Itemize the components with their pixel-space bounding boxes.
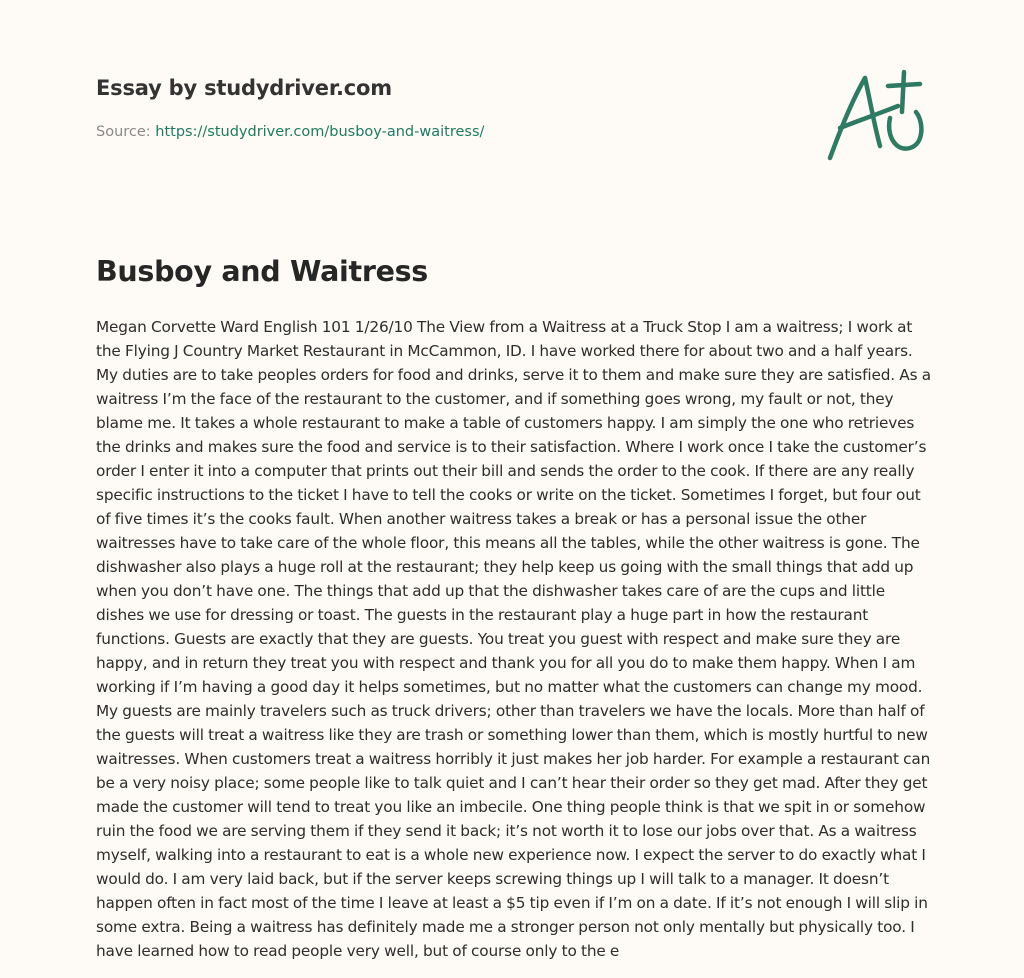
site-title: Essay by studydriver.com — [96, 76, 392, 100]
a-plus-logo-icon — [820, 66, 930, 166]
source-label: Source: — [96, 124, 151, 140]
essay-body: Megan Corvette Ward English 101 1/26/10 The View from a Waitress at a Truck Stop I am a waitress; I work at the Flying J Country Market Restaurant in McCammon, ID. I have worked there for about two and a half years. My duties are to take peoples orders for food and drinks, serve it to them and make sure they are satisfied. As a waitress I’m the face of the restaurant to the customer, and if something goes wrong, my fault or not, they blame me. It takes a whole restaurant to make a table of customers happy. I am simply the one who retrieves the drinks and makes sure the food and service is to their satisfaction. Where I work once I take the customer’s order I enter it into a computer that prints out their bill and sends the order to the cook. If there are any really specific instructions to the ticket I have to tell the cooks or write on the ticket. Sometimes I forget, but four out of five times it’s the cooks fault. When another waitress takes a break or has a personal issue the other waitresses have to take care of the whole floor, this means all the tables, while the other waitress is gone. The dishwasher also plays a huge roll at the restaurant; they help keep us going with the small things that add up when you don’t have one. The things that add up that the dishwasher takes care of are the cups and little dishes we use for dressing or toast. The guests in the restaurant play a huge part in how the restaurant functions. Guests are exactly that they are guests. You treat you guest with respect and make sure they are happy, and in return they treat you with respect and thank you for all you do to make them happy. When I am working if I’m having a good day it helps sometimes, but no matter what the customers can change my mood. My guests are mainly travelers such as truck drivers; other than travelers we have the locals. More than half of the guests will treat a waitress like they are trash or something lower than them, which is mostly hurtful to new waitresses. When customers treat a waitress horribly it just makes her job harder. For example a restaurant can be a very noisy place; some people like to talk quiet and I can’t hear their order so they get mad. After they get made the customer will tend to treat you like an imbecile. One thing people think is that we spit in or somehow ruin the food we are serving them if they send it back; it’s not worth it to lose our jobs over that. As a waitress myself, walking into a restaurant to eat is a whole new experience now. I expect the server to do exactly what I would do. I am very laid back, but if the server keeps screwing things up I will talk to a manager. It doesn’t happen often in fact most of the time I leave at least a $5 tip even if I’m on a date. If it’s not enough I will slip in some extra. Being a waitress has definitely made me a stronger person not only mentally but physically too. I have learned how to read people very well, but of course only to the e — [96, 318, 931, 960]
source-link[interactable]: https://studydriver.com/busboy-and-waitress/ — [155, 124, 485, 140]
source-line — [96, 124, 484, 140]
document-title: Busboy and Waitress — [96, 255, 428, 288]
